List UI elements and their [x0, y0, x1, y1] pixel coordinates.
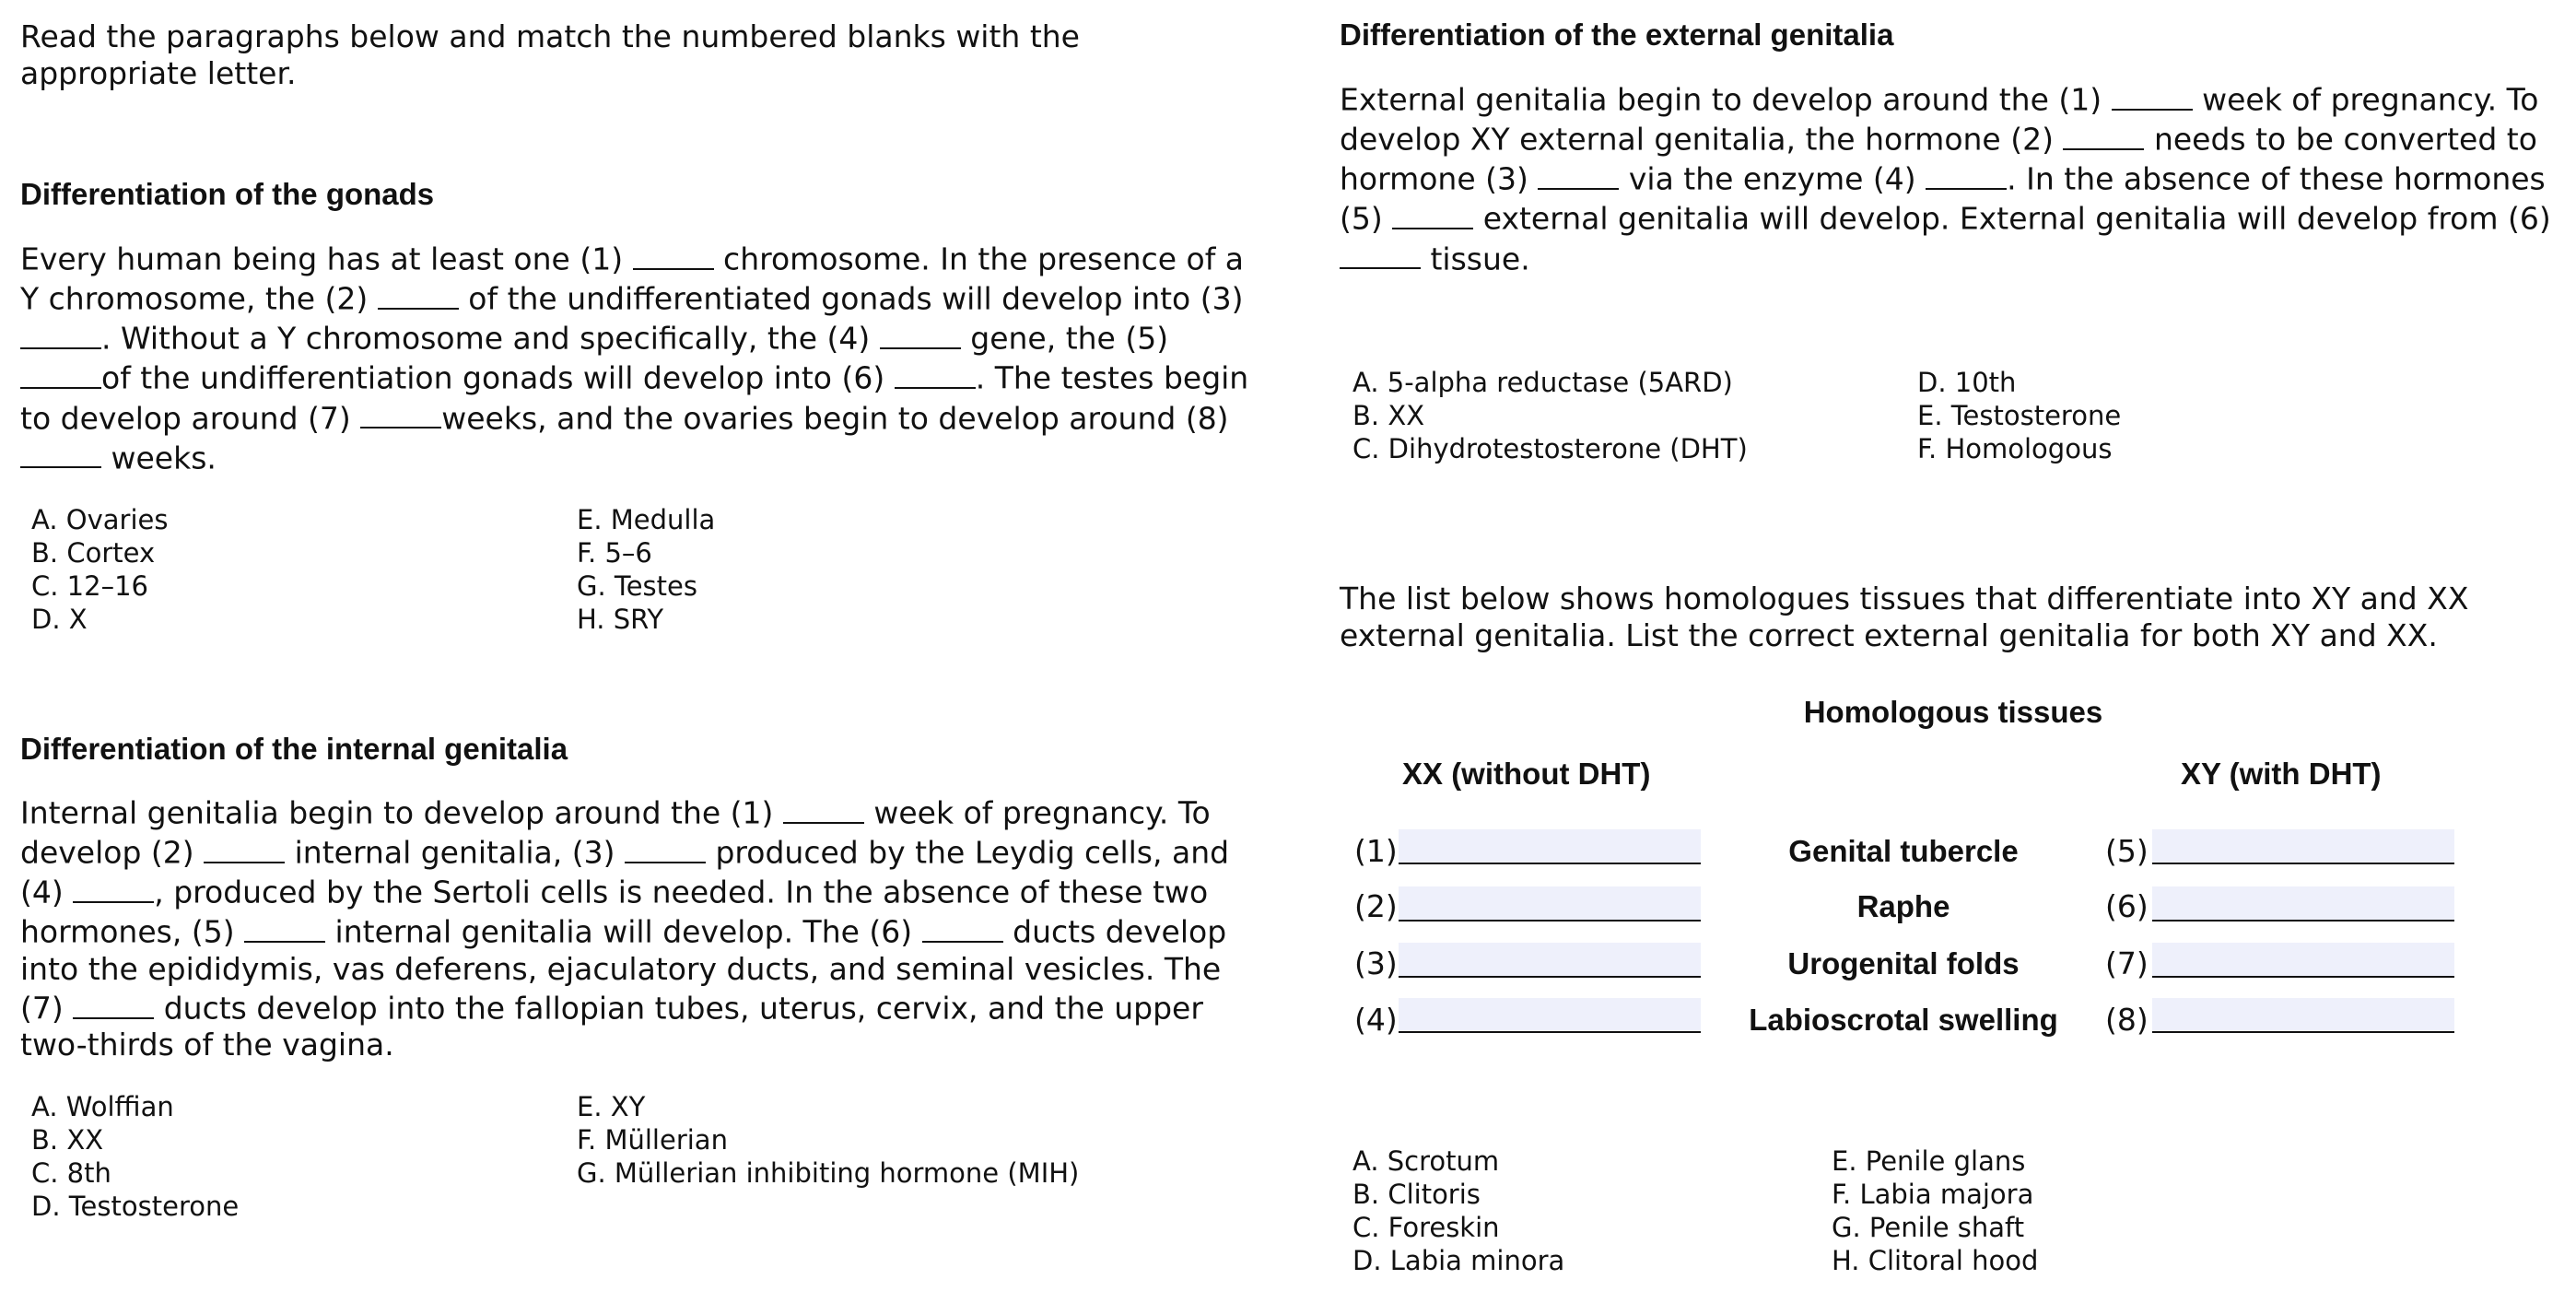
paragraph-line: develop XY external genitalia, the hormone (2) needs to be converted to — [1340, 118, 2551, 158]
external-paragraph — [1340, 78, 2551, 277]
paragraph-line: tissue. — [1340, 238, 2551, 277]
paragraph-line: of the undifferentiation gonads will develop into (6) . The testes begin — [20, 357, 1248, 396]
instructions-line: Read the paragraphs below and match the numbered blanks with the — [20, 18, 1080, 54]
paragraph-line: to develop around (7) weeks, and the ovaries begin to develop around (8) — [20, 397, 1248, 437]
blank-2[interactable] — [378, 277, 459, 310]
tissue-label: Genital tubercle — [1788, 834, 2019, 868]
paragraph-line: hormones, (5) internal genitalia will develop. The (6) ducts develop — [20, 910, 1229, 950]
blank-5[interactable] — [1392, 197, 1473, 229]
xx-answer-field-2[interactable] — [1399, 886, 1701, 921]
option-item: A. Ovaries — [31, 504, 169, 535]
option-item: E. XY — [577, 1091, 646, 1122]
option-item: H. SRY — [577, 604, 664, 635]
row-number-left: (4) — [1354, 1002, 1398, 1038]
tissue-label: Urogenital folds — [1787, 946, 2020, 980]
option-item: B. Cortex — [31, 537, 156, 569]
external-options-left — [1352, 366, 1748, 465]
option-item: D. X — [31, 604, 88, 635]
option-item: C. Foreskin — [1352, 1212, 1500, 1243]
blank-6[interactable] — [895, 357, 976, 389]
internal-heading: Differentiation of the internal genitalia — [20, 732, 568, 766]
paragraph-line: weeks. — [20, 437, 1248, 476]
paragraph-line: (7) ducts develop into the fallopian tubes, uterus, cervix, and the upper — [20, 987, 1229, 1027]
blank-6[interactable] — [922, 910, 1003, 943]
xy-answer-field-8[interactable] — [2152, 998, 2454, 1033]
instructions-line: external genitalia. List the correct external genitalia for both XY and XX. — [1340, 617, 2438, 653]
option-item: A. Wolffian — [31, 1091, 174, 1122]
xx-answer-field-4[interactable] — [1399, 998, 1701, 1033]
instructions — [20, 18, 1080, 92]
xx-answer-field-3[interactable] — [1399, 943, 1701, 978]
row-number-right: (6) — [2105, 888, 2149, 924]
blank-3[interactable] — [1538, 158, 1619, 190]
tissue-label: Labioscrotal swelling — [1749, 1003, 2058, 1037]
external-heading: Differentiation of the external genitalia — [1340, 18, 1894, 52]
homologues-instructions — [1340, 581, 2468, 654]
option-item: G. Müllerian inhibiting hormone (MIH) — [577, 1157, 1080, 1189]
blank-8[interactable] — [20, 437, 101, 469]
blank-5[interactable] — [244, 910, 325, 943]
paragraph-line: . Without a Y chromosome and specifically, the (4) gene, the (5) — [20, 317, 1248, 357]
column-header-xx: XX (without DHT) — [1402, 757, 1651, 791]
blank-4[interactable] — [73, 871, 154, 903]
blank-1[interactable] — [783, 792, 864, 824]
instructions-line: The list below shows homologues tissues that differentiate into XY and XX — [1340, 581, 2469, 616]
row-number-right: (8) — [2105, 1002, 2149, 1038]
blank-3[interactable] — [20, 317, 101, 349]
option-item: E. Testosterone — [1917, 400, 2122, 431]
blank-1[interactable] — [2112, 78, 2193, 111]
gonads-options-right — [577, 503, 715, 636]
paragraph-line: (5) external genitalia will develop. External genitalia will develop from (6) — [1340, 197, 2551, 237]
xy-answer-field-5[interactable] — [2152, 829, 2454, 864]
paragraph-line: Internal genitalia begin to develop around the (1) week of pregnancy. To — [20, 792, 1229, 831]
homologous-table-title: Homologous tissues — [1803, 695, 2103, 729]
option-item: F. Homologous — [1917, 433, 2113, 464]
option-item: C. 12–16 — [31, 570, 148, 602]
internal-paragraph — [20, 792, 1229, 1063]
xx-answer-field-1[interactable] — [1399, 829, 1701, 864]
option-item: B. XX — [31, 1124, 104, 1156]
option-item: D. Testosterone — [31, 1191, 240, 1222]
blank-1[interactable] — [633, 238, 714, 270]
option-item: B. XX — [1352, 400, 1425, 431]
blank-2[interactable] — [204, 831, 285, 863]
option-item: A. 5-alpha reductase (5ARD) — [1352, 367, 1733, 398]
blank-4[interactable] — [1926, 158, 2007, 190]
option-item: E. Penile glans — [1832, 1145, 2026, 1177]
gonads-paragraph — [20, 238, 1248, 476]
option-item: F. Müllerian — [577, 1124, 728, 1156]
gonads-options-left — [31, 503, 168, 636]
option-item: C. Dihydrotestosterone (DHT) — [1352, 433, 1748, 464]
tissue-label: Raphe — [1856, 889, 1950, 923]
blank-7[interactable] — [360, 397, 441, 429]
blank-6[interactable] — [1340, 238, 1421, 270]
row-number-left: (2) — [1354, 888, 1398, 924]
option-item: B. Clitoris — [1352, 1179, 1481, 1210]
homologues-options-right — [1832, 1145, 2038, 1277]
option-item: E. Medulla — [577, 504, 716, 535]
paragraph-line: Every human being has at least one (1) chromosome. In the presence of a — [20, 238, 1248, 277]
paragraph-line: develop (2) internal genitalia, (3) produced by the Leydig cells, and — [20, 831, 1229, 871]
option-item: C. 8th — [31, 1157, 111, 1189]
option-item: A. Scrotum — [1352, 1145, 1500, 1177]
blank-5[interactable] — [20, 357, 101, 389]
row-number-right: (5) — [2105, 833, 2149, 869]
row-number-right: (7) — [2105, 945, 2149, 981]
blank-3[interactable] — [625, 831, 706, 863]
blank-7[interactable] — [73, 987, 154, 1019]
option-item: G. Testes — [577, 570, 697, 602]
instructions-line: appropriate letter. — [20, 55, 297, 91]
paragraph-line: into the epididymis, vas deferens, ejaculatory ducts, and seminal vesicles. The — [20, 950, 1222, 987]
option-item: F. Labia majora — [1832, 1179, 2034, 1210]
paragraph-line: (4) , produced by the Sertoli cells is needed. In the absence of these two — [20, 871, 1229, 910]
option-item: G. Penile shaft — [1832, 1212, 2025, 1243]
paragraph-line: hormone (3) via the enzyme (4) . In the absence of these hormones — [1340, 158, 2551, 197]
paragraph-line: Y chromosome, the (2) of the undifferentiated gonads will develop into (3) — [20, 277, 1248, 317]
gonads-heading: Differentiation of the gonads — [20, 177, 435, 211]
option-item: D. 10th — [1917, 367, 2017, 398]
option-item: D. Labia minora — [1352, 1245, 1565, 1276]
row-number-left: (1) — [1354, 833, 1398, 869]
external-options-right — [1917, 366, 2121, 465]
paragraph-line: two-thirds of the vagina. — [20, 1027, 394, 1063]
paragraph-line: External genitalia begin to develop around the (1) week of pregnancy. To — [1340, 78, 2551, 118]
option-item: H. Clitoral hood — [1832, 1245, 2039, 1276]
xy-answer-field-6[interactable] — [2152, 886, 2454, 921]
internal-options-left — [31, 1090, 239, 1223]
internal-options-right — [577, 1090, 1079, 1190]
option-item: F. 5–6 — [577, 537, 652, 569]
xy-answer-field-7[interactable] — [2152, 943, 2454, 978]
column-header-xy: XY (with DHT) — [2181, 757, 2382, 791]
row-number-left: (3) — [1354, 945, 1398, 981]
homologues-options-left — [1352, 1145, 1564, 1277]
blank-2[interactable] — [2063, 118, 2144, 150]
blank-4[interactable] — [880, 317, 961, 349]
